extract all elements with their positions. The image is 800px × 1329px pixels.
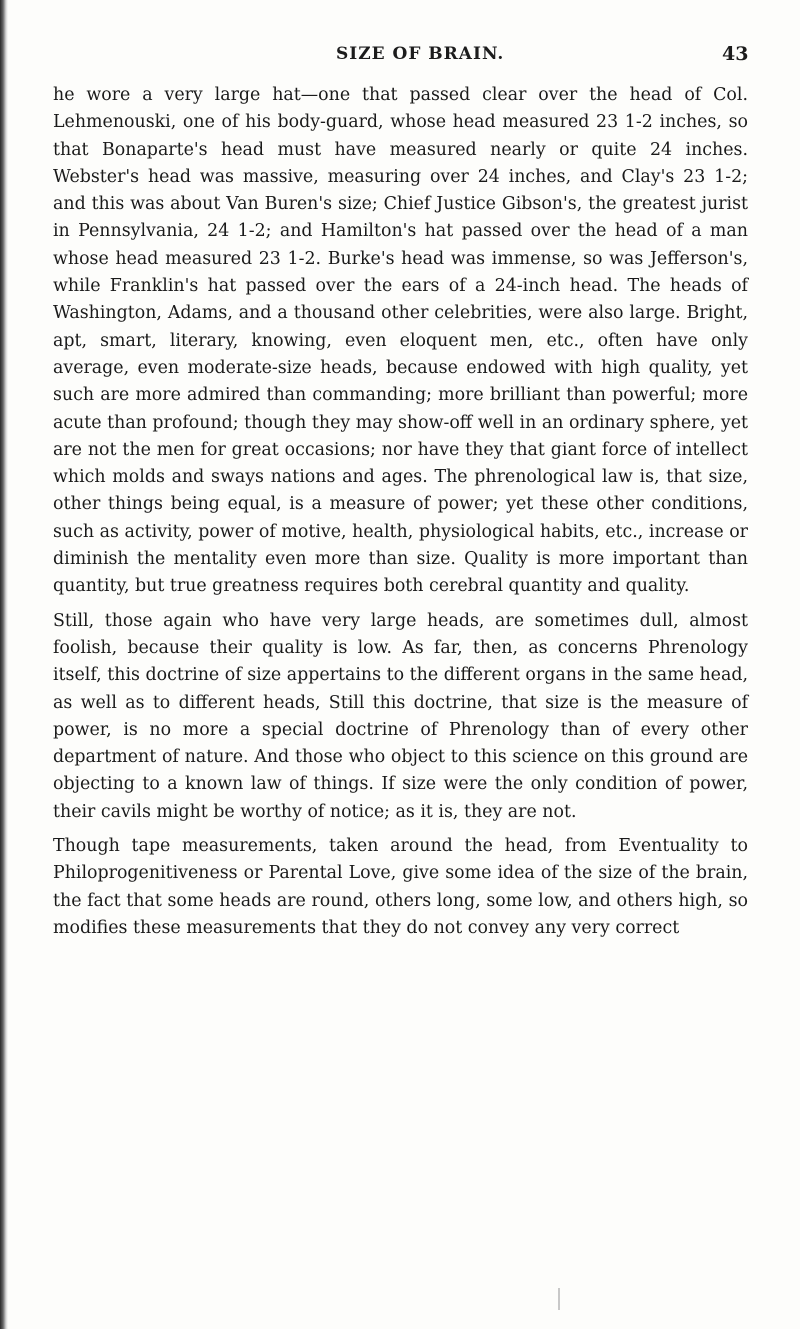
page-spine-edge [0,0,8,1329]
page-number: 43 [722,43,749,65]
body-text [53,82,748,942]
paragraph-2: Still, those again who have very large heads, are sometimes dull, almost foolish, because their quality is low. As far, then, as concerns Phrenology itself, this doctrine of size appertains to the different organs in the same head, as well as to different heads, Still this doctrine, that size is the measure of power, is no more a special doctrine of Phrenology than of every other department of nature. And those who object to this science on this ground are objecting to a known law of things. If size were the only condition of power, their cavils might be worthy of notice; as it is, they are not. [53,610,748,822]
running-title: SIZE OF BRAIN. [336,44,505,64]
paragraph-1: he wore a very large hat—one that passed clear over the head of Col. Lehmenouski, one of his body-guard, whose head measured 23 1-2 inches, so that Bonaparte's head must have measured nearly or quite 24 inches. Webster's head was massive, measuring over 24 inches, and Clay's 23 1-2; and this was about Van Buren's size; Chief Justice Gibson's, the greatest jurist in Pennsylvania, 24 1-2; and Hamilton's hat passed over the head of a man whose head measured 23 1-2. Burke's head was immense, so was Jefferson's, while Franklin's hat passed over the ears of a 24-inch head. The heads of Washington, Adams, and a thousand other celebrities, were also large. Bright, apt, smart, literary, knowing, even eloquent men, etc., often have only average, even moderate-size heads, because endowed with high quality, yet such are more admired than commanding; more brilliant than powerful; more acute than profound; though they may show-off well in an ordinary sphere, yet are not the men for great occasions; nor have they that giant force of intellect which molds and sways nations and ages. The phrenological law is, that size, other things being equal, is a measure of power; yet these other conditions, such as activity, power of motive, health, physiological habits, etc., increase or diminish the mentality even more than size. Quality is more important than quantity, but true greatness requires both cerebral quantity and quality. [53,85,748,597]
paragraph-3: Though tape measurements, taken around the head, from Eventuality to Philoprogenitiveness or Parental Love, give some idea of the size of the brain, the fact that some heads are round, others long, some low, and others high, so modifies these measurements that they do not convey any very correct [53,836,748,938]
page-header [0,44,800,74]
scan-mark [558,1288,560,1310]
